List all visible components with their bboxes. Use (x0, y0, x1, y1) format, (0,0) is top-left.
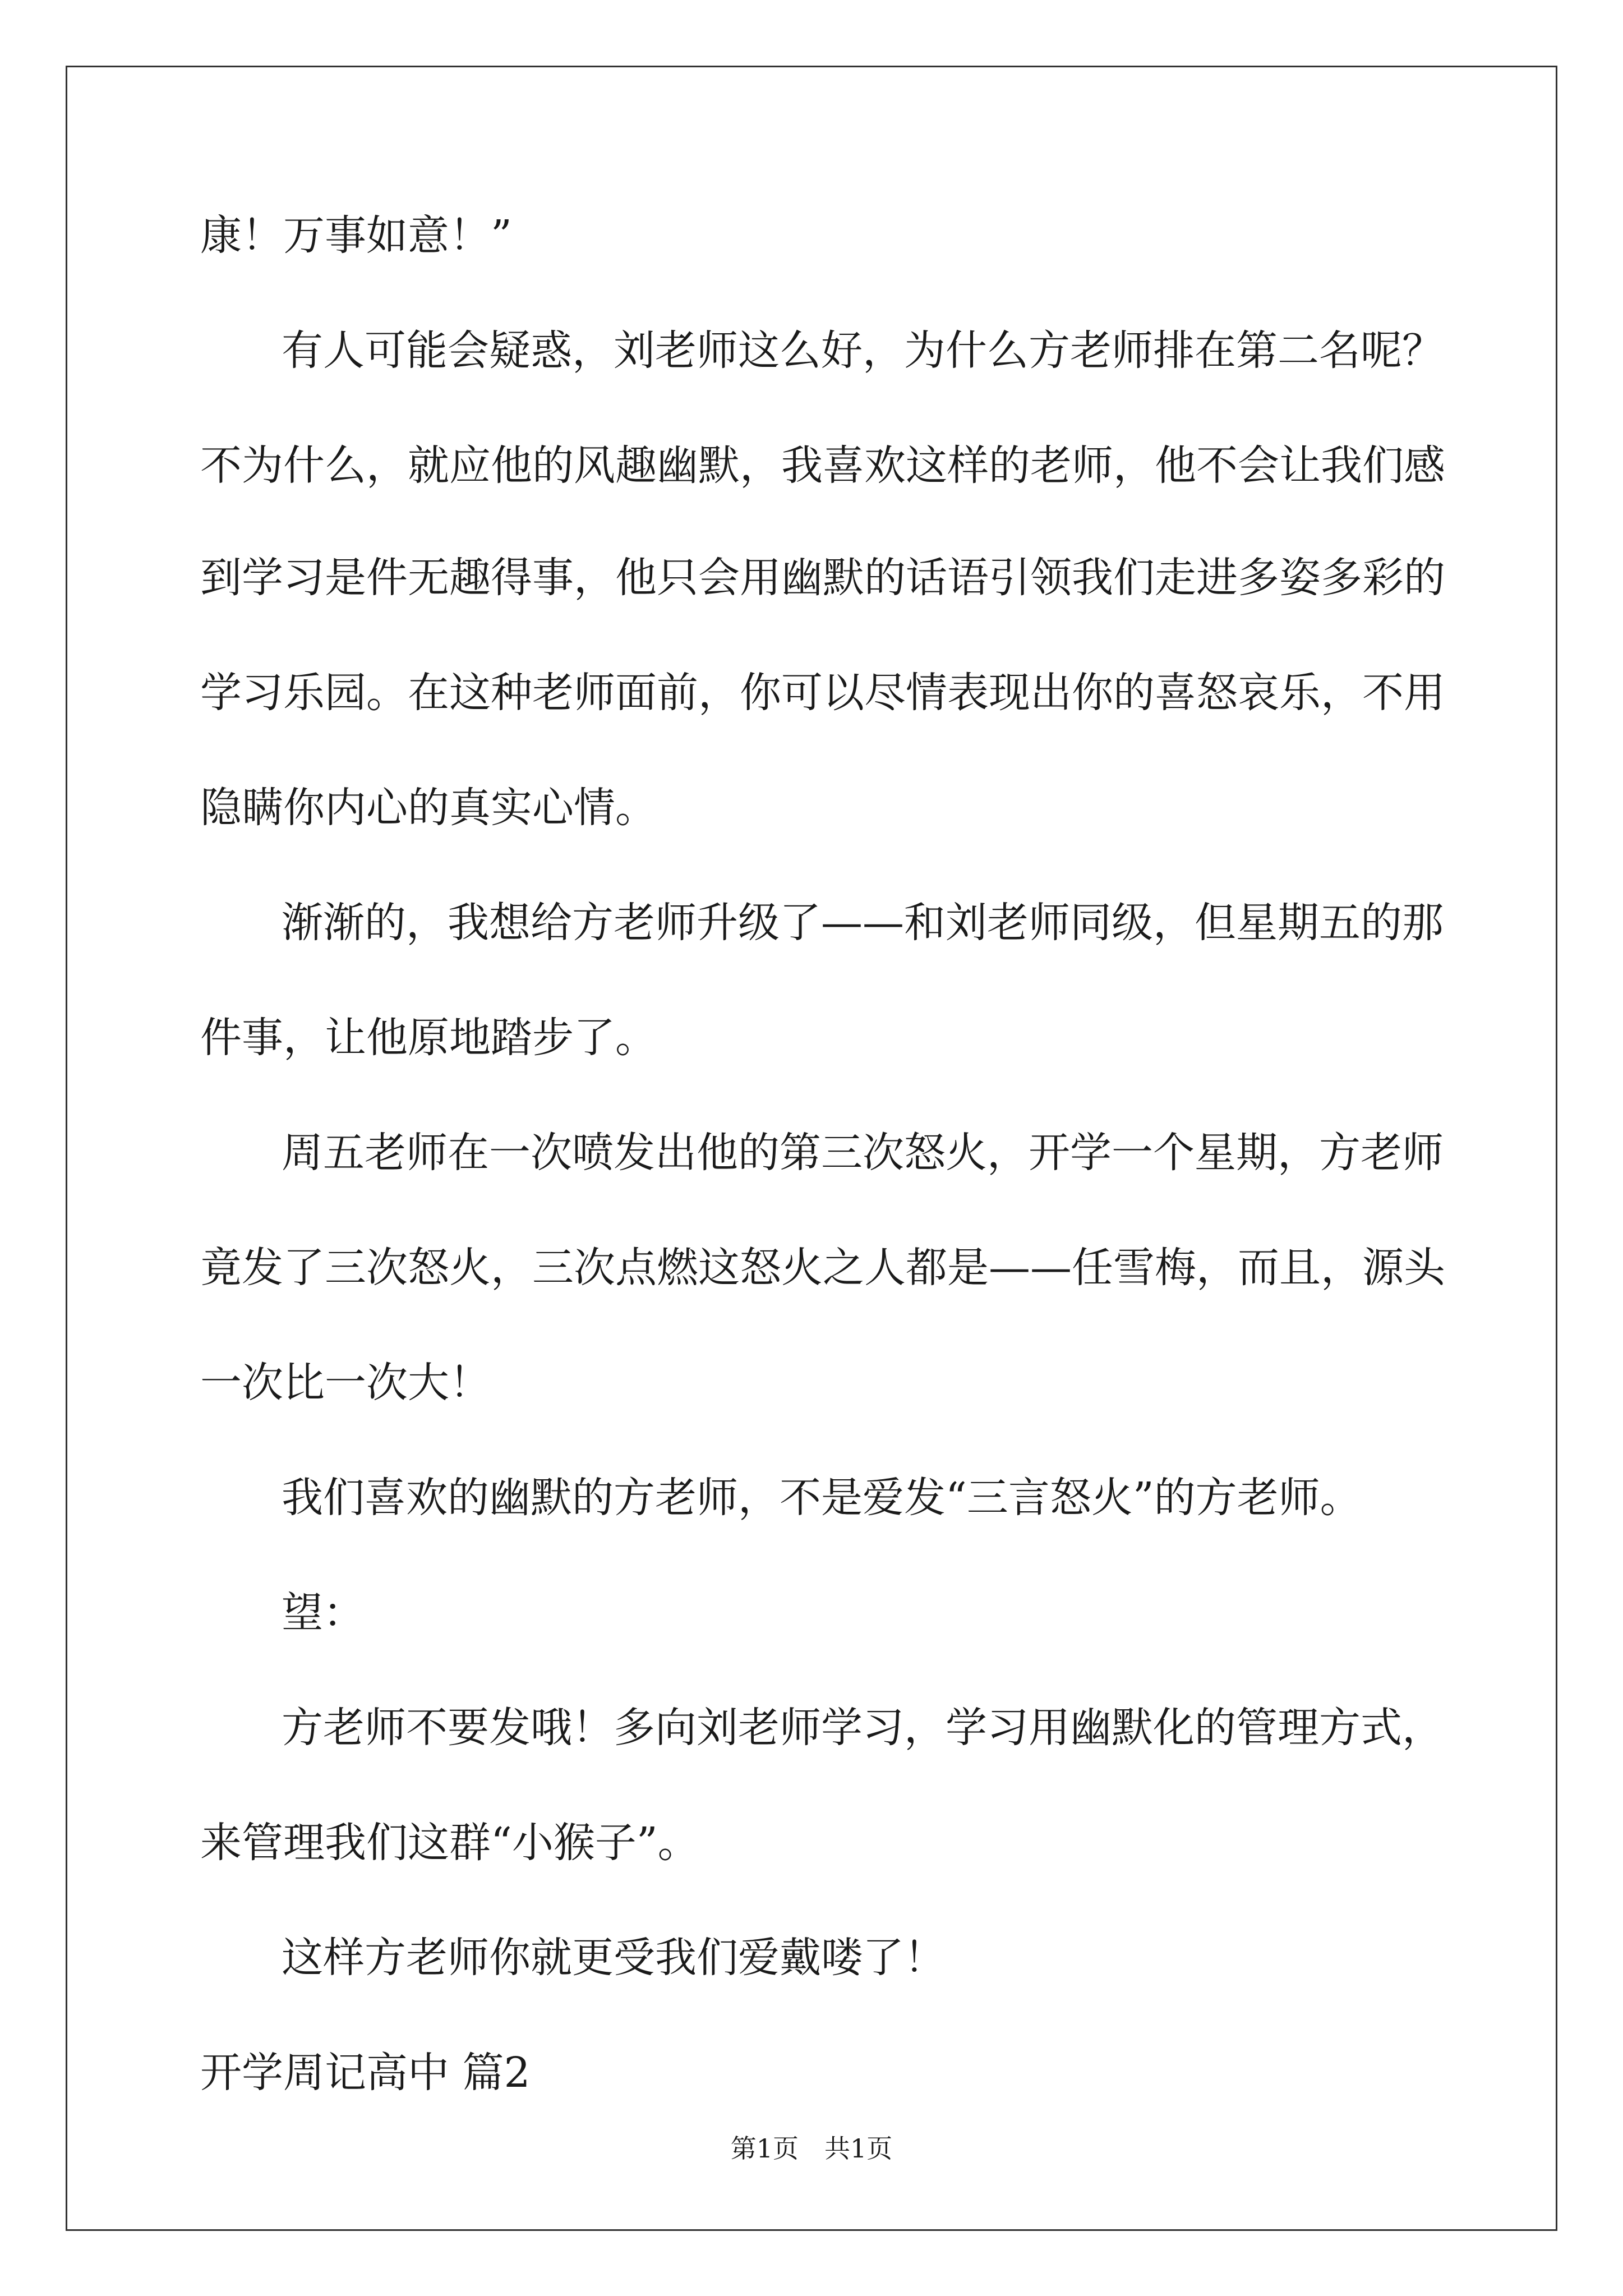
text-line-4: 到学习是件无趣得事，他只会用幽默的话语引领我们走进多姿多彩的 (200, 554, 1445, 602)
paragraph-closing: 这样方老师你就更受我们爱戴喽了！ (282, 1934, 946, 1982)
text-line-15: 来管理我们这群“小猴子”。 (200, 1819, 699, 1867)
section-heading: 开学周记高中 篇2 (200, 2049, 531, 2097)
page-footer: 第1页 共1页 (730, 2133, 893, 2164)
paragraph-hope-label: 望： (282, 1589, 365, 1637)
text-line-6: 隐瞒你内心的真实心情。 (200, 784, 657, 832)
text-line-5: 学习乐园。在这种老师面前，你可以尽情表现出你的喜怒哀乐，不用 (200, 669, 1445, 717)
paragraph-question-start: 有人可能会疑惑，刘老师这么好，为什么方老师排在第二名呢？ (282, 326, 1444, 375)
text-line-3: 不为什么，就应他的风趣幽默，我喜欢这样的老师，他不会让我们感 (200, 441, 1445, 490)
paragraph-friday-start: 周五老师在一次喷发出他的第三次怒火，开学一个星期，方老师 (282, 1129, 1444, 1177)
paragraph-hope-start: 方老师不要发哦！多向刘老师学习，学习用幽默化的管理方式， (282, 1704, 1444, 1752)
paragraph-upgrade-start: 渐渐的，我想给方老师升级了——和刘老师同级，但星期五的那 (282, 899, 1444, 947)
paragraph-like: 我们喜欢的幽默的方老师，不是爱发“三言怒火”的方老师。 (282, 1474, 1362, 1522)
text-line-8: 件事，让他原地踏步了。 (200, 1014, 657, 1062)
text-line-10: 竟发了三次怒火，三次点燃这怒火之人都是——任雪梅，而且，源头 (200, 1244, 1445, 1292)
text-line-11: 一次比一次大！ (200, 1359, 491, 1407)
text-line-1: 康！万事如意！” (200, 211, 512, 260)
